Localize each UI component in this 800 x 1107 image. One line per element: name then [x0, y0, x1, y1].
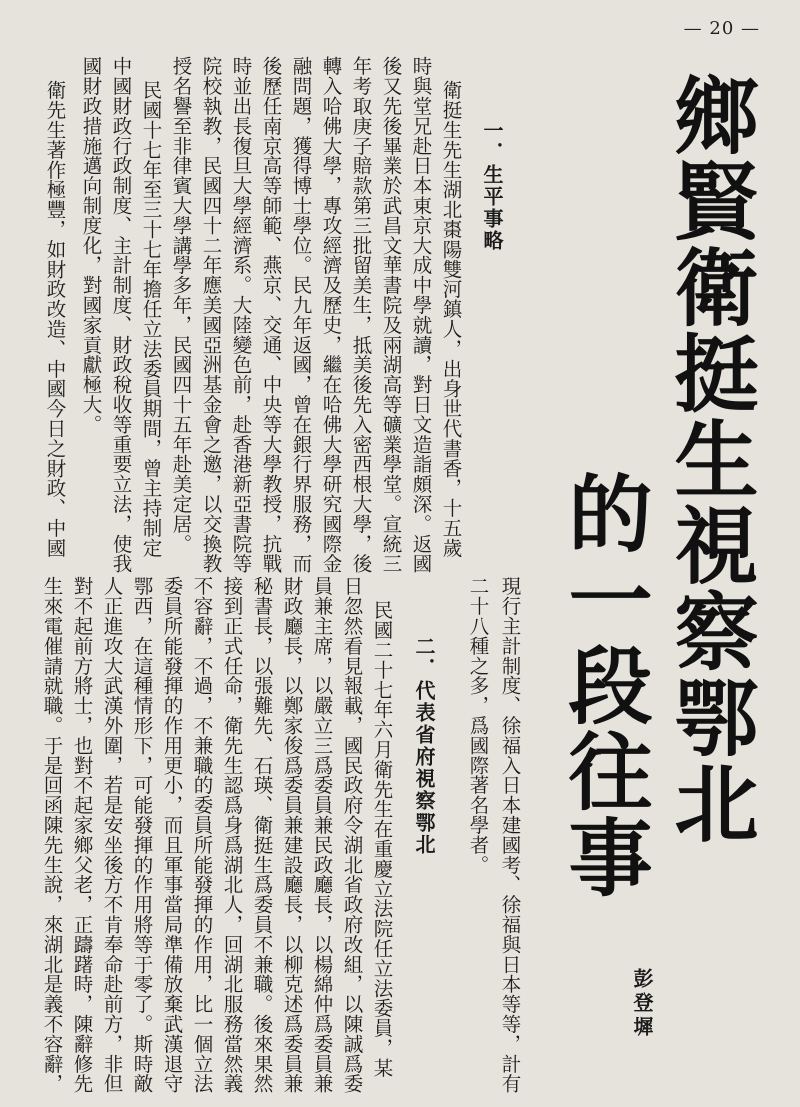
- section-2-line: 委員所能發揮的作用更小，而且軍事當局準備放棄武漢退守: [160, 576, 184, 1094]
- section-2-line: 財政廳長，以鄭家俊爲委員兼建設廳長，以柳克述爲委員兼: [280, 576, 304, 1094]
- section-1-line: 國財政措施邁向制度化，對國家貢獻極大。: [79, 56, 103, 435]
- section-1-line: 後又先後畢業於武昌文華書院及兩湖高等礦業學堂。宣統三: [379, 56, 403, 574]
- section-1-heading: 一．生平事略: [480, 120, 504, 252]
- section-1-line: 時與堂兄赴日本東京大成中學就讀，對日文造詣頗深。返國: [409, 56, 433, 574]
- section-2-heading: 二．代表省府視察鄂北: [412, 636, 436, 856]
- section-2-line: 生來電催請就職。于是回函陳先生說，來湖北是義不容辭，: [40, 576, 64, 1094]
- section-1-line: 融問題，獲得博士學位。民九年返國，曾在銀行界服務，而: [289, 56, 313, 574]
- section-1-continued-line: 現行主計制度、徐福入日本建國考、徐福與日本等等，計有: [498, 576, 522, 1094]
- section-1-line: 轉入哈佛大學，專攻經濟及歷史，繼在哈佛大學研究國際金: [319, 56, 343, 574]
- section-2-line: 人正進攻大武漢外圍，若是安坐後方不肯奉命赴前方，非但: [100, 576, 124, 1094]
- section-2-line: 員兼主席，以嚴立三爲委員兼民政廳長，以楊綿仲爲委員兼: [310, 576, 334, 1094]
- section-2-line: 民國二十七年六月衛先生在重慶立法院任立法委員，某: [370, 600, 394, 1078]
- section-1-line: 院校執教，民國四十二年應美國亞洲基金會之邀，以交換教: [199, 56, 223, 574]
- section-1-line: 授名譽至非律賓大學講學多年，民國四十五年赴美定居。: [169, 56, 193, 554]
- page-number: — 20 —: [683, 18, 760, 39]
- section-1-line: 年考取庚子賠款第三批留美生，抵美後先入密西根大學，後: [349, 56, 373, 574]
- section-2-line: 鄂西，在這種情形下，可能發揮的作用將等于零了。斯時敵: [130, 576, 154, 1094]
- article-title-line-2: 的一段往事: [555, 470, 654, 900]
- section-2-line: 秘書長，以張難先、石瑛、衛挺生爲委員不兼職。後來果然: [250, 576, 274, 1094]
- article-title-line-1: 鄉賢衛挺生視察鄂北: [661, 72, 760, 846]
- section-2-line: 日忽然看見報載，國民政府令湖北省政府改組，以陳誠爲委: [340, 576, 364, 1094]
- author-name: 彭登墀: [630, 968, 654, 1040]
- section-1-line: 後歷任南京高等師範、燕京、交通、中央等大學教授，抗戰: [259, 56, 283, 574]
- section-1-line: 衛挺生先生湖北棗陽雙河鎮人，出身世代書香，十五歲: [439, 80, 463, 558]
- section-1-line: 衛先生著作極豐，如財政改造、中國今日之財政、中國: [43, 80, 67, 558]
- section-2-line: 對不起前方將士，也對不起家鄉父老，正躊躇時，陳辭修先: [70, 576, 94, 1094]
- section-1-line: 民國十七年至三十七年擔任立法委員期間，曾主持制定: [139, 80, 163, 558]
- section-2-line: 不容辭，不過，不兼職的委員所能發揮的作用，比一個立法: [190, 576, 214, 1094]
- section-1-continued-line: 二十八種之多，爲國際著名學者。: [466, 576, 490, 875]
- section-1-line: 時並出長復旦大學經濟系。大陸變色前，赴香港新亞書院等: [229, 56, 253, 574]
- section-1-line: 中國財政行政制度、主計制度、財政稅收等重要立法，使我: [109, 56, 133, 574]
- section-2-line: 接到正式任命，衛先生認爲身爲湖北人，回湖北服務當然義: [220, 576, 244, 1094]
